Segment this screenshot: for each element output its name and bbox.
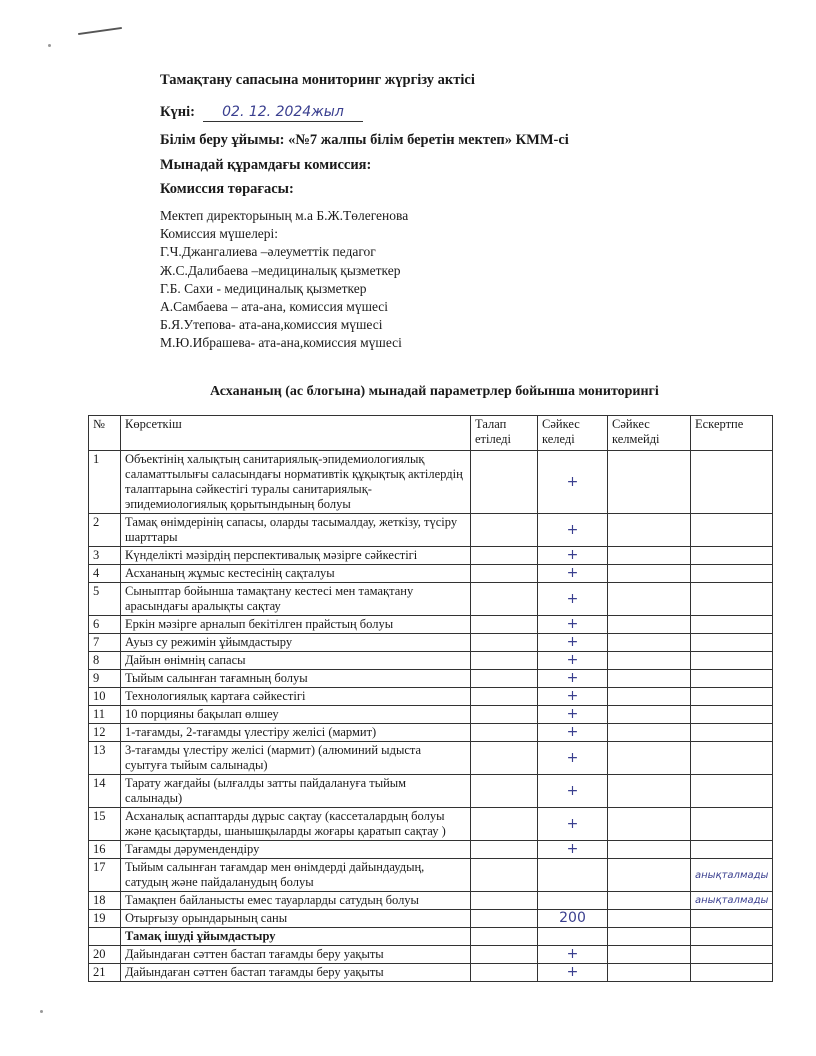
nomatch-cell <box>608 670 691 688</box>
match-cell: + <box>538 742 608 775</box>
row-number: 17 <box>89 859 121 892</box>
member-line: Г.Б. Сахи - медициналық қызметкер <box>160 280 367 296</box>
match-cell: + <box>538 634 608 652</box>
indicator-text: 1-тағамды, 2-тағамды үлестіру желісі (мармит) <box>121 724 471 742</box>
date-value: 02. 12. 2024жыл <box>222 104 344 120</box>
member-line: Г.Ч.Джангалиева –әлеуметтік педагог <box>160 244 376 260</box>
note-cell: анықталмады <box>691 859 773 892</box>
members-list <box>160 207 408 353</box>
nomatch-cell <box>608 841 691 859</box>
column-header: Сәйкес келмейді <box>608 416 691 451</box>
table-title: Асхананың (ас блогына) мынадай параметрлер бойынша мониторингі <box>210 384 659 399</box>
note-cell <box>691 565 773 583</box>
match-cell: + <box>538 514 608 547</box>
row-number: 9 <box>89 670 121 688</box>
match-cell: + <box>538 808 608 841</box>
pen-stroke-mark <box>78 27 122 35</box>
row-number: 18 <box>89 892 121 910</box>
empty-cell <box>471 928 538 946</box>
required-cell <box>471 688 538 706</box>
required-cell <box>471 514 538 547</box>
table-row <box>89 910 773 928</box>
note-cell <box>691 841 773 859</box>
match-cell: + <box>538 583 608 616</box>
note-cell <box>691 742 773 775</box>
member-line: Б.Я.Утепова- ата-ана,комиссия мүшесі <box>160 317 383 333</box>
indicator-text: Тарату жағдайы (ылғалды затты пайдалануға тыйым салынады) <box>121 775 471 808</box>
indicator-text: 3-тағамды үлестіру желісі (мармит) (алюминий ыдыста суытуға тыйым салынады) <box>121 742 471 775</box>
note-cell <box>691 808 773 841</box>
scan-speck <box>48 44 51 47</box>
required-cell <box>471 859 538 892</box>
indicator-text: Отырғызу орындарының саны <box>121 910 471 928</box>
note-cell <box>691 724 773 742</box>
table-row <box>89 634 773 652</box>
note-cell <box>691 688 773 706</box>
section-number-cell <box>89 928 121 946</box>
table-row <box>89 616 773 634</box>
row-number: 12 <box>89 724 121 742</box>
member-line: А.Самбаева – ата-ана, комиссия мүшесі <box>160 299 389 315</box>
table-row <box>89 565 773 583</box>
table-row <box>89 724 773 742</box>
indicator-text: Тамақпен байланысты емес тауарларды сатудың болуы <box>121 892 471 910</box>
indicator-text: 10 порцияны бақылап өлшеу <box>121 706 471 724</box>
match-cell <box>538 859 608 892</box>
row-number: 14 <box>89 775 121 808</box>
indicator-text: Асханалық аспаптарды дұрыс сақтау (кассеталардың болуы және қасықтарды, шанышқыларды жоғары қаратып сақтау ) <box>121 808 471 841</box>
column-header: Сәйкес келеді <box>538 416 608 451</box>
note-cell <box>691 706 773 724</box>
match-cell: + <box>538 775 608 808</box>
required-cell <box>471 451 538 514</box>
row-number: 11 <box>89 706 121 724</box>
table-row <box>89 775 773 808</box>
table-row <box>89 547 773 565</box>
row-number: 20 <box>89 946 121 964</box>
monitoring-table <box>88 415 773 982</box>
indicator-text: Дайындаған сәттен бастап тағамды беру уақыты <box>121 964 471 982</box>
table-row <box>89 706 773 724</box>
indicator-text: Сыныптар бойынша тамақтану кестесі мен тамақтану арасындағы аралықты сақтау <box>121 583 471 616</box>
note-cell <box>691 451 773 514</box>
required-cell <box>471 652 538 670</box>
row-number: 19 <box>89 910 121 928</box>
nomatch-cell <box>608 514 691 547</box>
indicator-text: Дайын өнімнің сапасы <box>121 652 471 670</box>
match-cell: + <box>538 616 608 634</box>
table-row <box>89 583 773 616</box>
match-cell: + <box>538 670 608 688</box>
required-cell <box>471 742 538 775</box>
required-cell <box>471 724 538 742</box>
match-cell: + <box>538 547 608 565</box>
note-cell <box>691 946 773 964</box>
row-number: 21 <box>89 964 121 982</box>
table-row <box>89 451 773 514</box>
note-cell <box>691 583 773 616</box>
row-number: 3 <box>89 547 121 565</box>
date-row <box>160 104 363 122</box>
required-cell <box>471 808 538 841</box>
nomatch-cell <box>608 775 691 808</box>
column-header: Көрсеткіш <box>121 416 471 451</box>
indicator-text: Технологиялық картаға сәйкестігі <box>121 688 471 706</box>
table-row <box>89 964 773 982</box>
table-row <box>89 859 773 892</box>
note-cell <box>691 514 773 547</box>
member-line: Мектеп директорының м.а Б.Ж.Төлегенова <box>160 208 409 223</box>
table-row <box>89 670 773 688</box>
indicator-text: Күнделікті мәзірдің перспективалық мәзірге сәйкестігі <box>121 547 471 565</box>
row-number: 7 <box>89 634 121 652</box>
match-cell: + <box>538 964 608 982</box>
required-cell <box>471 892 538 910</box>
match-cell: + <box>538 946 608 964</box>
note-cell <box>691 652 773 670</box>
table-row <box>89 514 773 547</box>
empty-cell <box>691 928 773 946</box>
nomatch-cell <box>608 859 691 892</box>
indicator-text: Тыйым салынған тағамдар мен өнімдерді дайындаудың, сатудың және пайдаланудың болуы <box>121 859 471 892</box>
empty-cell <box>608 928 691 946</box>
row-number: 5 <box>89 583 121 616</box>
nomatch-cell <box>608 583 691 616</box>
section-row <box>89 928 773 946</box>
nomatch-cell <box>608 451 691 514</box>
table-row <box>89 808 773 841</box>
column-header: Ескертпе <box>691 416 773 451</box>
column-header: № <box>89 416 121 451</box>
note-cell <box>691 547 773 565</box>
required-cell <box>471 706 538 724</box>
row-number: 15 <box>89 808 121 841</box>
row-number: 10 <box>89 688 121 706</box>
nomatch-cell <box>608 724 691 742</box>
organization-line: Білім беру ұйымы: «№7 жалпы білім беретін мектеп» КММ-сі <box>160 132 569 148</box>
indicator-text: Еркін мәзірге арналып бекітілген прайстың болуы <box>121 616 471 634</box>
nomatch-cell <box>608 688 691 706</box>
match-cell: 200 <box>538 910 608 928</box>
required-cell <box>471 841 538 859</box>
note-cell: анықталмады <box>691 892 773 910</box>
match-cell: + <box>538 841 608 859</box>
table-row <box>89 652 773 670</box>
note-cell <box>691 964 773 982</box>
nomatch-cell <box>608 910 691 928</box>
table-row <box>89 892 773 910</box>
row-number: 2 <box>89 514 121 547</box>
nomatch-cell <box>608 616 691 634</box>
required-cell <box>471 910 538 928</box>
required-cell <box>471 565 538 583</box>
match-cell: + <box>538 688 608 706</box>
required-cell <box>471 547 538 565</box>
match-cell <box>538 892 608 910</box>
table-row <box>89 841 773 859</box>
note-cell <box>691 634 773 652</box>
indicator-text: Ауыз су режимін ұйымдастыру <box>121 634 471 652</box>
required-cell <box>471 946 538 964</box>
row-number: 1 <box>89 451 121 514</box>
nomatch-cell <box>608 652 691 670</box>
section-title: Тамақ ішуді ұйымдастыру <box>121 928 471 946</box>
chair-label: Комиссия төрағасы: <box>160 181 294 197</box>
nomatch-cell <box>608 706 691 724</box>
scan-speck <box>40 1010 43 1013</box>
note-cell <box>691 616 773 634</box>
member-line: М.Ю.Ибрашева- ата-ана,комиссия мүшесі <box>160 335 402 351</box>
indicator-text: Тыйым салынған тағамның болуы <box>121 670 471 688</box>
match-cell: + <box>538 724 608 742</box>
indicator-text: Асхананың жұмыс кестесінің сақталуы <box>121 565 471 583</box>
table-row <box>89 742 773 775</box>
empty-cell <box>538 928 608 946</box>
nomatch-cell <box>608 946 691 964</box>
table-row <box>89 688 773 706</box>
note-cell <box>691 775 773 808</box>
row-number: 16 <box>89 841 121 859</box>
table-header-row <box>89 416 773 451</box>
column-header: Талап етіледі <box>471 416 538 451</box>
row-number: 8 <box>89 652 121 670</box>
nomatch-cell <box>608 634 691 652</box>
nomatch-cell <box>608 742 691 775</box>
required-cell <box>471 670 538 688</box>
indicator-text: Тағамды дәрумендендіру <box>121 841 471 859</box>
nomatch-cell <box>608 547 691 565</box>
required-cell <box>471 634 538 652</box>
table-row <box>89 946 773 964</box>
indicator-text: Объектінің халықтың санитариялық-эпидемиологиялық саламаттылығы саласындағы нормативтік құқықтық актілердің талаптарына сәйкестігі туралы санитариялық-эпидемиологиялық қорытындының болуы <box>121 451 471 514</box>
member-line: Комиссия мүшелері: <box>160 226 279 242</box>
nomatch-cell <box>608 964 691 982</box>
required-cell <box>471 775 538 808</box>
date-label: Күні: <box>160 104 195 120</box>
nomatch-cell <box>608 565 691 583</box>
nomatch-cell <box>608 808 691 841</box>
row-number: 4 <box>89 565 121 583</box>
match-cell: + <box>538 565 608 583</box>
note-cell <box>691 910 773 928</box>
row-number: 6 <box>89 616 121 634</box>
match-cell: + <box>538 706 608 724</box>
note-cell <box>691 670 773 688</box>
match-cell: + <box>538 652 608 670</box>
document-title: Тамақтану сапасына мониторинг жүргізу актісі <box>160 72 475 88</box>
required-cell <box>471 583 538 616</box>
commission-intro: Мынадай құрамдағы комиссия: <box>160 157 372 173</box>
required-cell <box>471 964 538 982</box>
match-cell: + <box>538 451 608 514</box>
member-line: Ж.С.Далибаева –медициналық қызметкер <box>160 262 401 278</box>
required-cell <box>471 616 538 634</box>
nomatch-cell <box>608 892 691 910</box>
indicator-text: Дайындаған сәттен бастап тағамды беру уақыты <box>121 946 471 964</box>
row-number: 13 <box>89 742 121 775</box>
indicator-text: Тамақ өнімдерінің сапасы, оларды тасымалдау, жеткізу, түсіру шарттары <box>121 514 471 547</box>
